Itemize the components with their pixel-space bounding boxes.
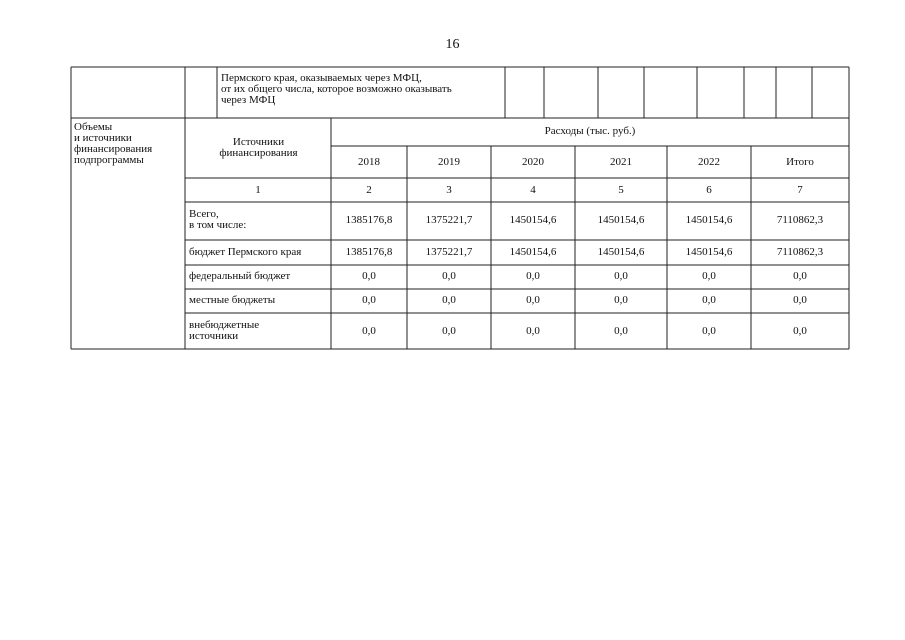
continuation-text: Пермского края, оказываемых через МФЦ, от их общего числа, которое возможно оказывать через МФЦ	[221, 72, 452, 106]
row-label-extrabudgetary: внебюджетные источники	[189, 319, 260, 342]
column-number: 2	[366, 184, 372, 196]
column-number: 4	[530, 184, 536, 196]
table-cell: 0,0	[362, 325, 376, 337]
section-row-label: Объемы и источники финансирования подпрограммы	[74, 121, 153, 166]
table-cell: 0,0	[526, 294, 540, 306]
table-cell: 1385176,8	[345, 246, 393, 258]
column-number: 3	[446, 184, 452, 196]
year-header: 2018	[358, 156, 380, 168]
table-cell: 1385176,8	[345, 214, 393, 226]
table-cell: 0,0	[614, 325, 628, 337]
table-cell: 1450154,6	[597, 246, 645, 258]
year-header: 2021	[610, 156, 632, 168]
table-cell: 1375221,7	[425, 246, 473, 258]
table-cell: 0,0	[702, 294, 716, 306]
table-cell: 0,0	[442, 325, 456, 337]
table-cell: 0,0	[362, 270, 376, 282]
row-label-total: Всего, в том числе:	[189, 208, 247, 231]
table-cell: 0,0	[702, 270, 716, 282]
page-number: 16	[445, 37, 460, 52]
year-header: 2020	[522, 156, 544, 168]
table-cell: 0,0	[526, 270, 540, 282]
year-header: 2019	[438, 156, 460, 168]
row-label-federal-budget: федеральный бюджет	[189, 270, 291, 282]
column-number: 6	[706, 184, 712, 196]
table-cell: 0,0	[362, 294, 376, 306]
expenses-header: Расходы (тыс. руб.)	[544, 125, 636, 137]
table-cell: 0,0	[614, 270, 628, 282]
table-cell: 7110862,3	[776, 214, 824, 226]
table-cell: 1375221,7	[425, 214, 473, 226]
table-cell: 0,0	[442, 294, 456, 306]
table-cell: 1450154,6	[685, 214, 733, 226]
table-cell: 1450154,6	[509, 246, 557, 258]
column-number: 7	[797, 184, 803, 196]
table-cell: 0,0	[793, 270, 807, 282]
table-cell: 0,0	[614, 294, 628, 306]
row-label-regional-budget: бюджет Пермского края	[189, 246, 302, 258]
row-label-local-budgets: местные бюджеты	[189, 294, 276, 306]
table-cell: 0,0	[793, 325, 807, 337]
table-cell: 7110862,3	[776, 246, 824, 258]
year-header: 2022	[698, 156, 720, 168]
column-number: 5	[618, 184, 624, 196]
total-header: Итого	[786, 156, 814, 168]
table-cell: 1450154,6	[685, 246, 733, 258]
table-cell: 1450154,6	[597, 214, 645, 226]
table-cell: 0,0	[526, 325, 540, 337]
table-cell: 0,0	[442, 270, 456, 282]
table-cell: 1450154,6	[509, 214, 557, 226]
column-number: 1	[255, 184, 261, 196]
table-cell: 0,0	[793, 294, 807, 306]
table-cell: 0,0	[702, 325, 716, 337]
sources-header: Источники финансирования	[219, 136, 298, 159]
